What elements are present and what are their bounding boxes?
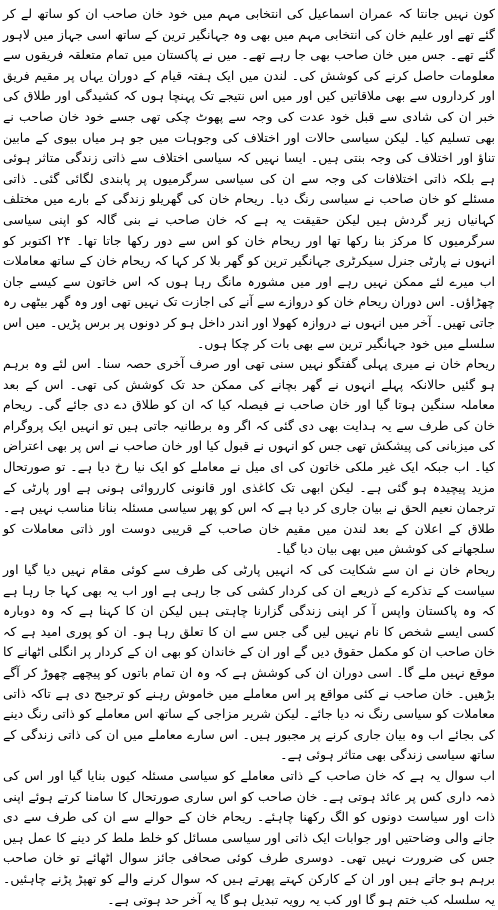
article-paragraph-1: کون نہیں جانتا کہ عمران اسماعیل کی انتخابی مہم میں خود خان صاحب ان کو ساتھ لے کر گئے تھے اور علیم خان کی انتخابی مہم میں بھی وہ جہانگیر ترین کے ساتھ اسی جہاز میں لاہور گئے تھے۔ جس میں خان صاحب بھی جا رہے تھے۔ میں نے پاکستان میں تمام متعلقہ فریقوں سے معلومات حاصل کرنے کی کوشش کی۔ لندن میں ایک ہفتہ قیام کے دوران یہاں پر مقیم فریق اور کرداروں سے بھی ملاقاتیں کیں اور میں اس نتیجے تک پہنچا ہوں کہ کشیدگی اور طلاق کی خبر ان کی شادی سے قبل خود عدت کی وجہ سے پھوٹ چکی تھی جسے خود خان صاحب نے بھی تسلیم کیا۔ لیکن سیاسی حالات اور اختلاف کی وجوہات میں جو ہر میاں بیوی کے مابین تناؤ اور اختلاف کی وجہ بنتی ہیں۔ ایسا نہیں کہ سیاسی اختلاف سے ذاتی زندگی متاثر ہوئی ہے بلکہ ذاتی اختلافات کی وجہ سے ان کی سیاسی سرگرمیوں پر پابندی لگائی گئی۔ ذاتی مسئلے کو خان صاحب نے سیاسی رنگ دیا۔ ریحام خان کی گھریلو زندگی کے بارے میں مختلف کہانیاں زیر گردش ہیں لیکن حقیقت یہ ہے کہ خان صاحب نے بنی گالہ کو اپنی سیاسی سرگرمیوں کا مرکز بنا رکھا تھا اور ریحام خان کو اس سے دور رکھا جاتا تھا۔ ۲۴ اکتوبر کو انہوں نے پارٹی جنرل سیکرٹری جہانگیر ترین کو گھر بلا کر کہا کہ ریحام خان کے ساتھ معاملات اب میرے لئے ممکن نہیں رہے اور میں مشورہ مانگ رہا ہوں کہ اس خاتون سے کیسے جان چھڑاؤں۔ اس دوران ریحام خان کو دروازے سے آنے کی اجازت تک نہیں تھی اور وہ گھر بیٹھی رہ جاتی تھیں۔ آخر میں انہوں نے دروازہ کھولا اور اندر داخل ہو کر دونوں پر برس پڑیں۔ میں اس سلسلے میں خود جہانگیر ترین سے بھی بات کر چکا ہوں۔: [3, 6, 495, 351]
article-paragraph-4: اب سوال یہ ہے کہ خان صاحب کے ذاتی معاملے کو سیاسی مسئلہ کیوں بنایا گیا اور اس کی ذمہ داری کس پر عائد ہوتی ہے۔ خان صاحب کو اس ساری صورتحال کا سامنا کرتے ہوئے اپنی ذات اور سیاست دونوں کو الگ رکھنا چاہئے۔ ریحام خان کے حوالے سے ان کی طرف سے دی جانے والی وضاحتیں اور جوابات ایک ذاتی اور سیاسی مسائل کو خلط ملط کر دینے کا عمل ہیں جس کی ضرورت نہیں تھی۔ دوسری طرف کوئی صحافی جائز سوال اٹھائے تو خان صاحب برہم ہو جاتے ہیں اور ان کے کارکن کہتے پھرتے ہیں کہ سوال کرنے والے کو تھپڑ پڑنے چاہئیں۔ یہ سلسلہ کب ختم ہو گا اور کب یہ رویہ تبدیل ہو گا یہ آخر حد ہوتی ہے۔: [3, 767, 495, 907]
article-paragraph-3: ریحام خان نے ان سے شکایت کی کہ انہیں پارٹی کی طرف سے کوئی مقام نہیں دیا گیا اور سیاست کے تذکرے کے ذریعے ان کی کردار کشی کی جا رہی ہے اور اب یہ بھی کہا جا رہا ہے کہ وہ پاکستان واپس آ کر اپنی زندگی گزارنا چاہتی ہیں لیکن ان کا کہنا ہے کہ وہ دوبارہ کسی ایسے شخص کا نام نہیں لیں گی جس سے ان کا تعلق رہا ہو۔ ان کو پوری امید ہے کہ خان صاحب ان کو مکمل حقوق دیں گے اور ان کے خاندان کو بھی ان کے کردار پر انگلی اٹھانے کا موقع نہیں ملے گا۔ اسی دوران ان کی کوشش ہے کہ وہ ان تمام باتوں کو پیچھے چھوڑ کر آگے بڑھیں۔ خان صاحب نے کئی مواقع پر اس معاملے میں خاموش رہنے کو ترجیح دی ہے تاکہ ذاتی معاملات کو سیاسی رنگ نہ دیا جائے۔ لیکن شریر مزاجی کے ساتھ اس معاملے کو ذاتی رنگ دینے کی بجائے اب وہ بیان جاری کرنے پر مجبور ہیں۔ اس سارے معاملے میں ان کی ذاتی زندگی کے ساتھ سیاسی زندگی بھی متاثر ہوئی ہے۔: [3, 562, 495, 763]
urdu-article-column: [3, 4, 495, 910]
article-paragraph-2: ریحام خان نے میری پہلی گفتگو نہیں سنی تھی اور صرف آخری حصہ سنا۔ اس لئے وہ برہم ہو گئیں حالانکہ پہلے انہوں نے گھر بچانے کی ممکن حد تک کوشش کی تھی۔ اس کے بعد معاملہ سنگین ہوتا گیا اور خان صاحب نے فیصلہ کیا کہ ان کو طلاق دے دی جائے گی۔ ریحام خان کی طرف سے یہ ہدایت بھی دی گئی کہ اگر وہ برطانیہ جاتی ہیں تو انہیں ایک پروگرام کی میزبانی کی پیشکش تھی جس کو انہوں نے قبول کیا اور خان صاحب نے اس پر بھی اعتراض کیا۔ اب جبکہ ایک غیر ملکی خاتون کی ای میل نے معاملے کو ایک نیا رخ دیا ہے۔ تو صورتحال مزید پیچیدہ ہو گئی ہے۔ لیکن ابھی تک کاغذی اور قانونی کارروائی ہونی ہے اور پارٹی کے ترجمان نعیم الحق نے بیان جاری کر دیا ہے کہ اس کو پھر سیاسی مسئلہ بنانا مناسب نہیں ہے۔ طلاق کے اعلان کے بعد لندن میں مقیم خان صاحب کے قریبی دوست اور ذاتی معاملات کو سلجھانے کی کوشش میں بھی بیان دیا گیا۔: [3, 356, 495, 557]
